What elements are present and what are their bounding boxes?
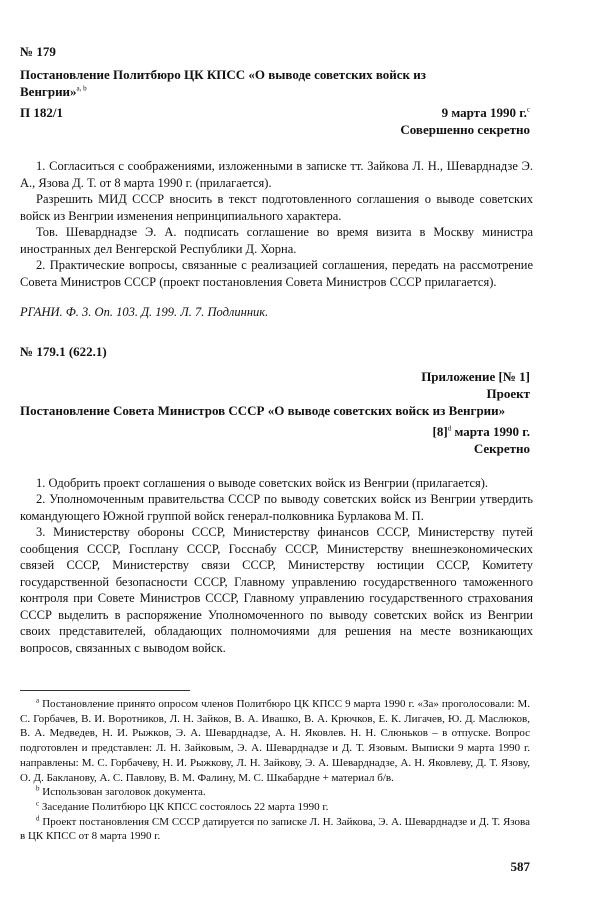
footnote-b	[20, 785, 530, 800]
doc-179-1-draft: Проект	[486, 385, 530, 401]
doc-179-1-date-prefix: [8]	[432, 423, 448, 439]
footnote-text: Постановление принято опросом членов Политбюро ЦК КПСС 9 марта 1990 г. «За» проголосовали: М. С. Горбачев, В. И. Воротников, Л. Н. Зайков, В. А. Ивашко, В. А. Крючков, Е. К. Лигачев, Ю. Д. Маслюков, В. А. Медведев, Н. И. Рыжков, Э. А. Шеварднадзе, А. Н. Яковлев. Н. Н. Слюньков – в отпуске. Вопрос подготовлен и представлен: Л. Н. Зайковым, Э. А. Шеварднадзе и Д. Т. Язовым. Выписки 9 марта 1990 г. направлены: М. С. Горбачеву, Н. И. Рыжкову, Л. Н. Зайкову, Э. А. Шеварднадзе, А. Н. Яковлеву, Д. Т. Язову, О. Д. Бакланову, А. С. Павлову, В. М. Фалину, М. С. Шкабардне + материал б/в.	[20, 698, 530, 784]
doc-179-1-number: № 179.1 (622.1)	[20, 343, 107, 359]
doc-179-1-date-footnote-mark: d	[447, 424, 452, 433]
doc-179-classification: Совершенно секретно	[400, 122, 530, 137]
doc-179-title-footnote-marks: a, b	[76, 84, 87, 93]
doc-179-1-paragraph: 1. Одобрить проект соглашения о выводе советских войск из Венгрии (прилагается).	[36, 475, 489, 490]
doc-179-1-date-block	[20, 423, 530, 457]
footnote-d	[20, 815, 530, 844]
doc-179-date: 9 марта 1990 г.	[441, 105, 527, 120]
doc-179-paragraph: Разрешить МИД СССР вносить в текст подготовленного соглашения о выводе советских войск из Венгрии изменения непринципиального характера.	[20, 192, 533, 223]
footnote-mark: c	[36, 799, 40, 808]
doc-179-date-line	[400, 104, 530, 121]
doc-179-title-text: Постановление Политбюро ЦК КПСС «О выводе советских войск из Венгрии»	[20, 67, 426, 99]
footnote-c	[20, 800, 530, 815]
doc-179-1-classification: Секретно	[473, 440, 530, 456]
doc-179-body	[20, 158, 533, 290]
page-number: 587	[510, 859, 530, 874]
footnote-mark: d	[36, 813, 40, 822]
doc-179-1-appendix: Приложение [№ 1]	[421, 368, 530, 384]
doc-179-1-body	[20, 475, 533, 657]
footnote-text: Проект постановления СМ СССР датируется по записке Л. Н. Зайкова, Э. А. Шеварднадзе и Д. Т. Язова в ЦК КПСС от 8 марта 1990 г.	[20, 815, 530, 843]
footnotes	[20, 690, 530, 844]
doc-179-1-date-line	[20, 423, 530, 440]
doc-179-paragraph: 2. Практические вопросы, связанные с реализацией соглашения, передать на рассмотрение Совета Министров СССР (проект постановления Совета Министров СССР прилагается).	[20, 258, 533, 289]
doc-179-date-footnote-mark: c	[526, 105, 530, 114]
doc-179-meta-row	[20, 104, 530, 138]
doc-179-1-header-right	[20, 368, 530, 402]
footnote-text: Использован заголовок документа.	[39, 786, 206, 799]
footnote-mark: b	[36, 784, 40, 793]
footnote-text: Заседание Политбюро ЦК КПСС состоялось 22 марта 1990 г.	[39, 800, 329, 813]
footnote-mark: a	[36, 696, 40, 705]
footnote-a	[20, 697, 530, 785]
footnote-divider	[20, 690, 190, 691]
doc-179-1-paragraph: 2. Уполномоченным правительства СССР по выводу советских войск из Венгрии утвердить командующего Южной группой войск генерал-полковника Бурлакова М. П.	[20, 492, 533, 523]
doc-179-paragraph: 1. Согласиться с соображениями, изложенными в записке тт. Зайкова Л. Н., Шеварднадзе Э. А., Язова Д. Т. от 8 марта 1990 г. (прилагается).	[20, 159, 533, 190]
doc-179-1-date-rest: марта 1990 г.	[451, 423, 530, 439]
doc-179-paragraph: Тов. Шеварднадзе Э. А. подписать соглашение во время визита в Москву министра иностранных дел Венгерской Республики Д. Хорна.	[20, 225, 533, 256]
doc-179-1-paragraph: 3. Министерству обороны СССР, Министерству финансов СССР, Министерству путей сообщения СССР, Госплану СССР, Госснабу СССР, Министерству внешнеэкономических связей СССР, Министерству связи СССР, Министерству юстиции СССР, Комитету государственной безопасности СССР, Главному управлению государственного таможенного контроля при Совете Министров СССР, Главному управлению государственного страхования СССР выделить в распоряжение Уполномоченного по выводу советских войск из Венгрии своих представителей, обладающих полномочиями для решения на месте возникающих вопросов, связанных с выводом войск.	[20, 525, 533, 655]
doc-179-1-title: Постановление Совета Министров СССР «О выводе советских войск из Венгрии»	[20, 402, 506, 418]
doc-179-number: № 179	[20, 44, 56, 59]
doc-179-date-block	[400, 104, 530, 138]
doc-179-title	[20, 66, 490, 100]
doc-179-source: РГАНИ. Ф. 3. Оп. 103. Д. 199. Л. 7. Подлинник.	[20, 305, 269, 319]
doc-179-ref: П 182/1	[20, 105, 63, 120]
